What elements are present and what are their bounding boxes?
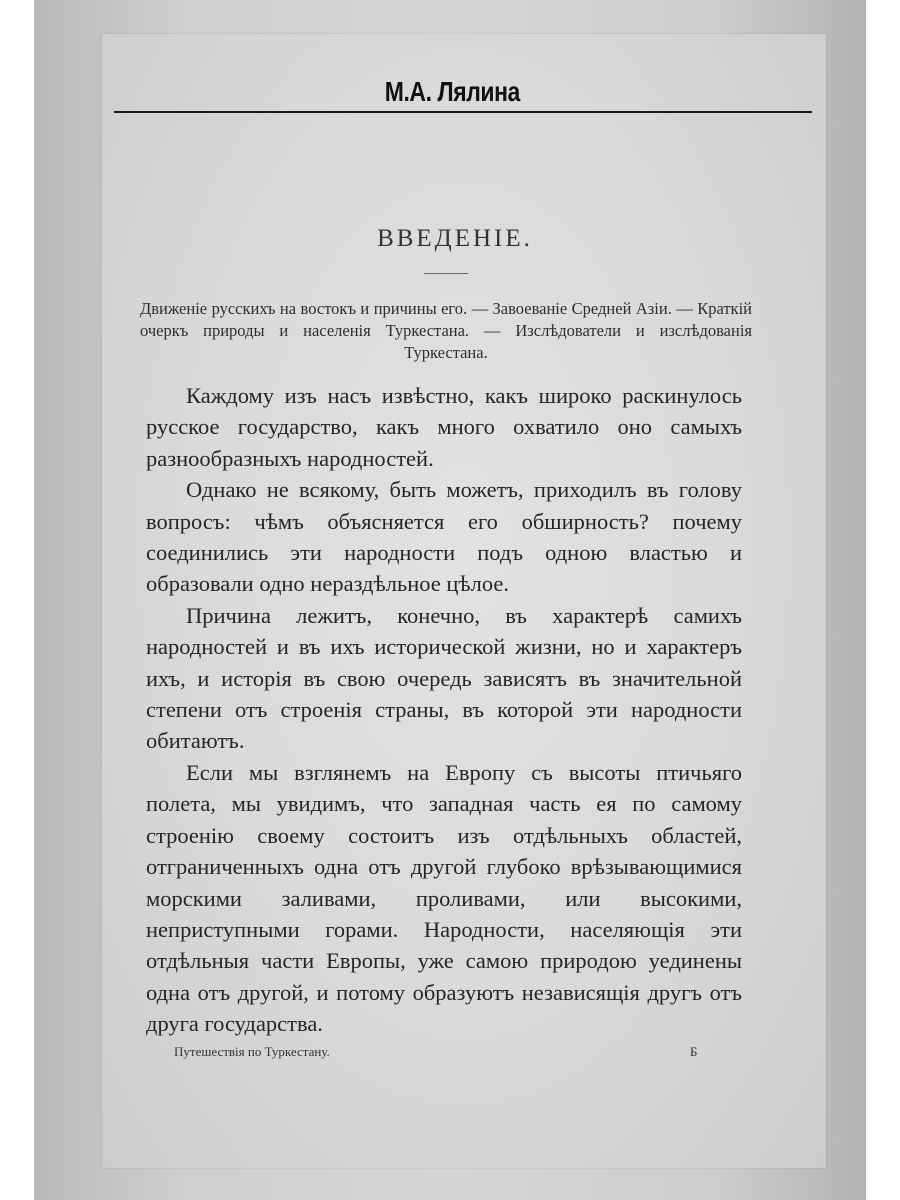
footer-signature: Б: [690, 1044, 698, 1059]
body-text: [146, 380, 742, 1040]
chapter-title: ВВЕДЕНІЕ.: [377, 225, 533, 252]
title-divider: [424, 273, 468, 274]
paragraph-2: Однако не всякому, быть можетъ, приходилъ въ голову вопросъ: чѣмъ объясняется его обширность? почему соединились эти народности подъ одною властью и образовали одно нераздѣльное цѣлое.: [146, 477, 742, 597]
header-divider: [114, 111, 812, 113]
author-header: М.А. Лялина: [384, 76, 520, 107]
chapter-summary: Движеніе русскихъ на востокъ и причины его. — Завоеваніе Средней Азіи. — Краткій очеркъ природы и населенія Туркестана. — Изслѣдователи и изслѣдованія Туркестана.: [140, 299, 752, 362]
paragraph-1: Каждому изъ насъ извѣстно, какъ широко раскинулось русское государство, какъ много охватило оно самыхъ разнообразныхъ народностей.: [146, 383, 742, 471]
paragraph-3: Причина лежитъ, конечно, въ характерѣ самихъ народностей и въ ихъ исторической жизни, но и характеръ ихъ, и исторія въ свою очередь зависятъ въ значительной степени отъ строенія страны, въ которой эти народности обитаютъ.: [146, 602, 742, 754]
paragraph-4: Если мы взглянемъ на Европу съ высоты птичьяго полета, мы увидимъ, что западная часть ея по самому строенію своему состоитъ изъ отдѣльныхъ областей, отграниченныхъ одна отъ другой глубоко врѣзывающимися морскими заливами, проливами, или высокими, неприступными горами. Народности, населяющія эти отдѣльныя части Европы, уже самою природою уединены одна отъ другой, и потому образуютъ независящія другъ отъ друга государства.: [146, 759, 742, 1037]
footer-title: Путешествія по Туркестану.: [174, 1044, 330, 1059]
